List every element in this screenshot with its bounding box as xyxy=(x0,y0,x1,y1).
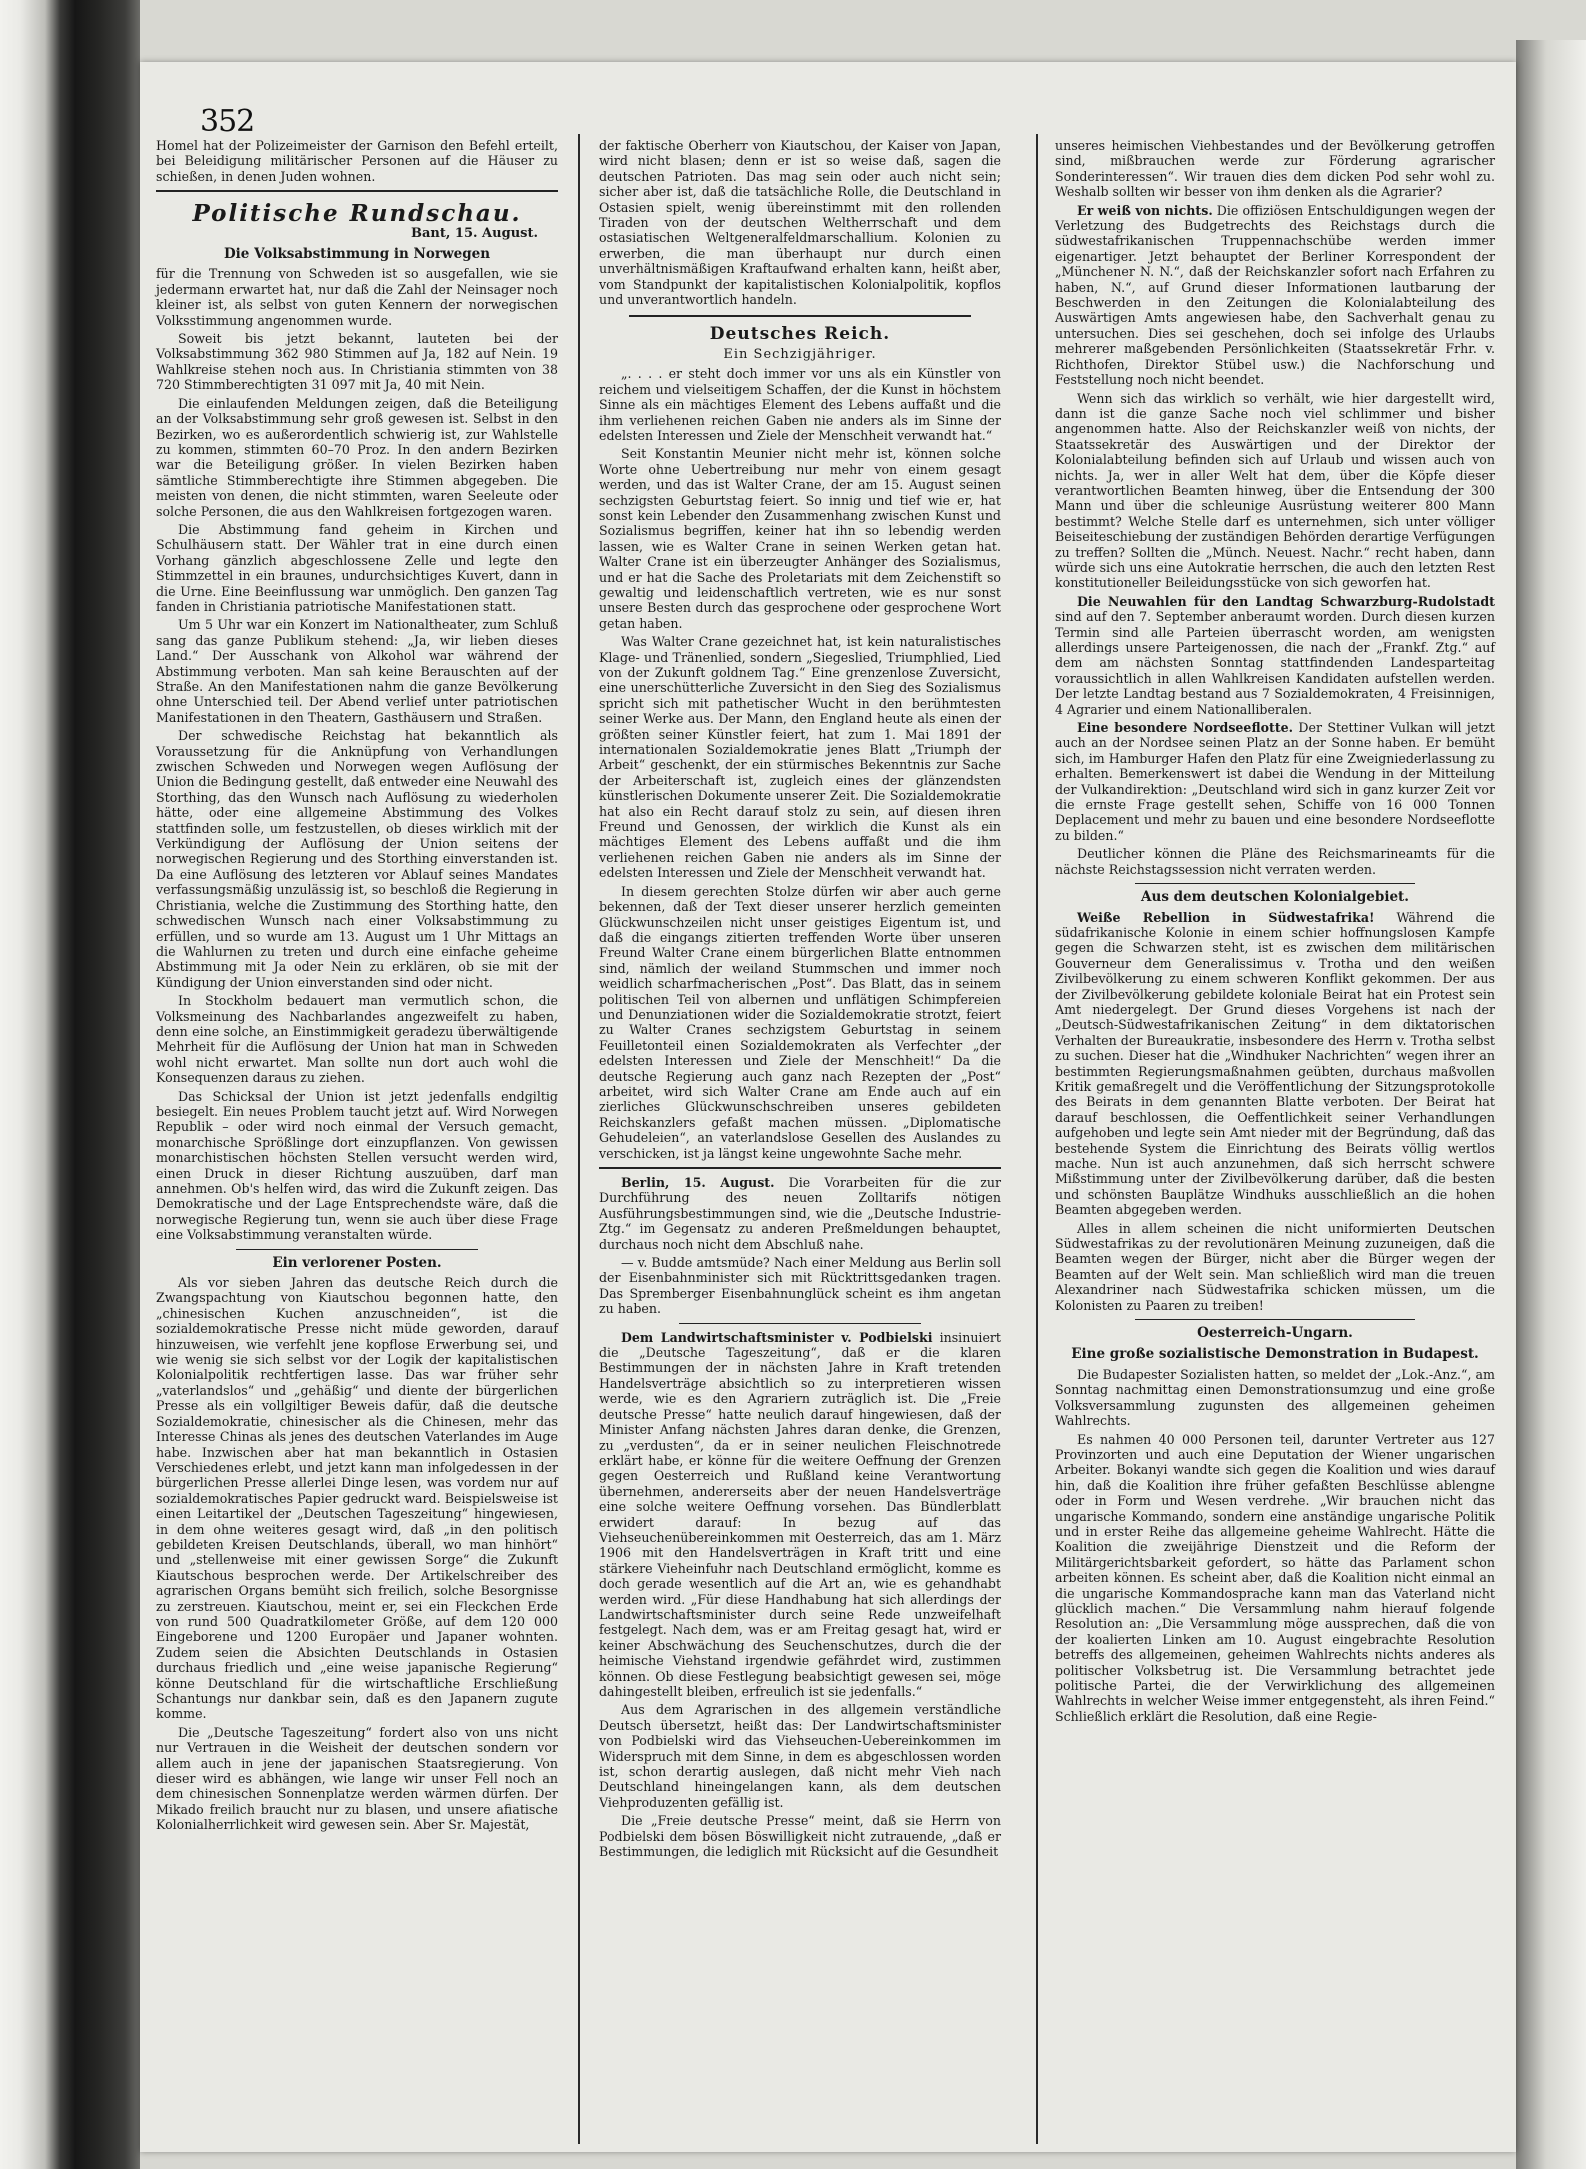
paragraph: Die „Freie deutsche Presse“ meint, daß sie Herrn von Podbielski dem bösen Böswilligkeit nicht zutrauende, „daß er Bestimmungen, die lediglich mit Rücksicht auf die Gesundheit xyxy=(599,1813,1001,1860)
paragraph: Die „Deutsche Tageszeitung“ fordert also von uns nicht nur Vertrauen in die Weisheit der deutschen sondern vor allem auch in jene der japanischen Staatsregierung. Von dieser wird es abhängen, wie lange wir unser Fell noch an dem chinesischen Sonnenplatze werden wärmen dürfen. Der Mikado freilich braucht nur zu blasen, und unsere afiatische Kolonialherrlichkeit wird gewesen sein. Aber Sr. Majestät, xyxy=(156,1724,558,1833)
paragraph: unseres heimischen Viehbestandes und der Bevölkerung getroffen sind, mißbrauchen werde zur Förderung agrarischer Sonderinteressen“. Wir trauen dies dem dicken Pod sehr wohl zu. Weshalb sollten wir besser von ihm denken als die Agrarier? xyxy=(1055,138,1495,200)
article-subheading: Ein Sechzigjähriger. xyxy=(723,346,877,362)
column-2 xyxy=(599,138,1001,1862)
page-edge xyxy=(1516,40,1586,2169)
newspaper-sheet xyxy=(140,62,1516,2152)
paragraph: Das Schicksal der Union ist jetzt jedenfalls endgiltig besiegelt. Ein neues Problem taucht jetzt auf. Wird Norwegen Republik – oder wird noch einmal der Versuch gemacht, monarchische Sprößlinge dort einzupflanzen. Von gewissen monarchistischen höchsten Stellen versucht werden wird, einen Druck in dieser Richtung auszuüben, darf man annehmen. Ob's helfen wird, das wird die Zukunft zeigen. Das Demokratische und der Lage Entsprechendste wäre, daß die norwegische Regierung tun, wenn sie auch über diese Frage eine Volksabstimmung veranstalten würde. xyxy=(156,1088,558,1243)
article-heading: Die Volksabstimmung in Norwegen xyxy=(223,246,491,263)
section-title: Deutsches Reich. xyxy=(709,324,891,345)
divider xyxy=(599,1167,1001,1169)
article-heading: Eine große sozialistische Demonstration in Budapest. xyxy=(1071,1346,1479,1363)
book-binding xyxy=(0,0,140,2169)
section-title: Oesterreich-Ungarn. xyxy=(1197,1325,1353,1342)
paragraph: insinuiert die „Deutsche Tageszeitung“, daß er die klaren Bestimmungen der in nächsten Jahre in Kraft tretenden Handelsverträge absichtlich so zu interpretieren wissen werde, wie es den Agrariern zuträglich ist. Die „Freie deutsche Presse“ hatte neulich darauf hingewiesen, daß der Minister Anfang nächsten Jahres daran denke, die Grenzen, zu „verdusten“, da er in seiner neulichen Fleischnotrede erklärt habe, er könne für die weitere Oeffnung der Grenzen gegen Oesterreich und Rußland keine Verantwortung übernehmen, andererseits aber der neuen Handelsverträge eine solche weitere Oeffnung vorsehen. Das Bündlerblatt erwidert darauf: In bezug auf das Viehseuchenübereinkommen mit Oesterreich, das am 1. März 1906 mit den Handelsverträgen in Kraft tritt und eine stärkere Vieheinfuhr nach Deutschland ermöglicht, komme es doch gerade wesentlich auf die Art an, wie es gehandhabt werden wird. „Für diese Handhabung hat sich allerdings der Landwirtschaftsminister durch seine Rede unzweifelhaft festgelegt. Nach dem, was er am Freitag gesagt hat, wird er keiner Abschwächung des Seuchenschutzes, durch die der heimische Viehstand irgendwie gefährdet wird, zustimmen können. Ob diese Festlegung beabsichtigt gewesen sei, möge dahingestellt bleiben, erfreulich ist sie jedenfalls.“ xyxy=(599,1329,1001,1699)
paragraph: Homel hat der Polizeimeister der Garnison den Befehl erteilt, bei Beleidigung militärischer Personen auf die Häuser zu schießen, in denen Juden wohnen. xyxy=(156,138,558,184)
paragraph: — v. Budde amtsmüde? Nach einer Meldung aus Berlin soll der Eisenbahnminister sich mit Rücktrittsgedanken tragen. Das Spremberger Eisenbahnunglück scheint es ihm angetan zu haben. xyxy=(599,1255,1001,1317)
divider xyxy=(629,315,971,317)
paragraph: Als vor sieben Jahren das deutsche Reich durch die Zwangspachtung von Kiautschou begonnen hatte, den „chinesischen Kuchen anzuschneiden“, ist die sozialdemokratische Presse nicht müde geworden, darauf hinzuweisen, wie verfehlt jene kopflose Erwerbung sei, und wie wenig sie sich selbst vor der Logik der kapitalistischen Kolonialpolitik rechtfertigen lasse. Das war früher sehr „vaterlandslos“ und „gehäßig“ und diente der bürgerlichen Presse als ein vollgiltiger Beweis dafür, daß die deutsche Sozialdemokratie, chinesischer als die Chinesen, mehr das Interesse Chinas als jenes des deutschen Vaterlandes im Auge habe. Inzwischen aber hat man bekanntlich in Ostasien Verschiedenes erlebt, und jetzt kann man infolgedessen in der bürgerlichen Presse allerlei Dinge lesen, was vordem nur auf sozialdemokratisches Papier gedruckt ward. Beispielsweise ist einen Leitartikel der „Deutschen Tageszeitung“ hingewiesen, in dem ohne weiteres gesagt wird, daß „in den politisch gebildeten Kreisen Deutschlands, überall, wo man hinhört“ und „stellenweise mit einer gewissen Sorge“ die Zukunft Kiautschous besprochen werde. Der Artikelschreiber des agrarischen Organs bemüht sich freilich, solche Besorgnisse zu zerstreuen. Kiautschou, meint er, sei ein Fleckchen Erde von rund 500 Quadratkilometer Größe, auf dem 120 000 Eingeborene und 1200 Europäer und Japaner wohnten. Zudem seien die Absichten Deutschlands in Ostasien durchaus friedlich und „eine weise japanische Regierung“ könne Deutschland für die wirtschaftliche Erschließung Schantungs nur dankbar sein, daß es den Japanern zugute komme. xyxy=(156,1275,558,1722)
column-rule xyxy=(578,134,580,2144)
dateline: Bant, 15. August. xyxy=(411,225,538,241)
paragraph: Deutlicher können die Pläne des Reichsmarineamts für die nächste Reichstagssession nicht verraten werden. xyxy=(1055,846,1495,877)
divider xyxy=(679,1323,921,1324)
divider xyxy=(1135,1319,1415,1320)
paragraph: Die Vorarbeiten für die zur Durchführung des neuen Zolltarifs nötigen Ausführungsbestimmungen sind, wie die „Deutsche Industrie-Ztg.“ im Gegensatz zu anderen Preßmeldungen behauptet, durchaus noch nicht dem Abschluß nahe. xyxy=(599,1175,1001,1252)
divider xyxy=(236,1249,478,1250)
paragraph: In diesem gerechten Stolze dürfen wir aber auch gerne bekennen, daß der Text dieser unserer herzlich gemeinten Glückwunschzeilen nicht unser geistiges Eigentum ist, und daß die eingangs zitierten treffenden Worte über unseren Freund Walter Crane einem bürgerlichen Blatte entnommen sind, nämlich der weiland Stummschen und immer noch weidlich scharfmacherischen „Post“. Das Blatt, das in seinem politischen Teil von albernen und unflätigen Schimpfereien und Denunziationen wider die Sozialdemokratie strotzt, feiert zu Walter Cranes sechzigstem Geburtstag in seinem Feuilletonteil einen Sozialdemokraten als Verfechter „der edelsten Interessen und Ziele der Menschheit!“ Da die deutsche Regierung auch ganz nach Rezepten der „Post“ arbeitet, wird sich Walter Crane am Ende auch auf ein zierliches Glückwunschschreiben unseres gebildeten Reichskanzlers gefaßt machen müssen. „Diplomatische Gehudeleien“, an vaterlandslose Gesellen des Auslandes zu verschicken, ist ja längst keine ungewohnte Sache mehr. xyxy=(599,883,1001,1161)
column-1 xyxy=(156,138,558,1836)
paragraph: Um 5 Uhr war ein Konzert im Nationaltheater, zum Schluß sang das ganze Publikum stehend: „Ja, wir lieben dieses Land.“ Der Ausschank von Alkohol war während der Abstimmung verboten. Man sah keine Berauschten auf der Straße. An den Manifestationen nahm die ganze Bevölkerung ohne Unterschied teil. Der Abend verlief unter patriotischen Manifestationen in den Theatern, Gasthäusern und Straßen. xyxy=(156,617,558,725)
paragraph: sind auf den 7. September anberaumt worden. Durch diesen kurzen Termin sind alle Parteien überrascht worden, am wenigsten allerdings unsere Parteigenossen, die nach der „Frankf. Ztg.“ auf dem am nächsten Sonntag stattfindenden Landesparteitag voraussichtlich in allen Wahlkreisen Kandidaten aufstellen werden. Der letzte Landtag bestand aus 7 Sozialdemokraten, 4 Freisinnigen, 4 Agrarier und einem Nationalliberalen. xyxy=(1055,609,1495,717)
paragraph: Die offiziösen Entschuldigungen wegen der Verletzung des Budgetrechts des Reichstags durch die südwestafrikanischen Truppennachschübe werden immer eigenartiger. Jetzt behauptet der Berliner Korrespondent der „Münchener N. N.“, daß der Reichskanzler sofort nach Erfahren zu haben, N.“, auf Grund dieser Informationen lautbarung der Beschwerden in den Zeitungen die Kolonialabteilung des Auswärtigen Amts angewiesen habe, den Sachverhalt genau zu untersuchen. Dies sei geschehen, doch sei infolge des Urlaubs mehrerer maßgebenden Persönlichkeiten (Staatssekretär Frhr. v. Richthofen, Direktor Stübel usw.) die Nachforschung und Feststellung noch nicht beendet. xyxy=(1055,202,1495,388)
page-number: 352 xyxy=(200,104,255,139)
article-heading: Dem Landwirtschaftsminister v. Podbielski xyxy=(621,1329,933,1345)
paragraph: für die Trennung von Schweden ist so ausgefallen, wie sie jedermann erwartet hat, nur daß die Zahl der Neinsager noch kleiner ist, als selbst von guten Kennern der norwegischen Volksstimmung angenommen wurde. xyxy=(156,266,558,328)
column-rule xyxy=(1036,134,1038,2144)
paragraph: Alles in allem scheinen die nicht uniformierten Deutschen Südwestafrikas zu der revolutionären Meinung zuzuneigen, daß die Beamten wegen der Bürger, nicht aber die Bürger wegen der Beamten auf der Welt sein. Man schließlich wird man die treuen Alexandriner nach Südwestafrika schicken müssen, um die Kolonisten zu Paaren zu treiben! xyxy=(1055,1220,1495,1313)
paragraph: Wenn sich das wirklich so verhält, wie hier dargestellt wird, dann ist die ganze Sache noch viel schlimmer und bisher angenommen hatte. Also der Reichskanzler weiß von nichts, der Staatssekretär des Auswärtigen und der Direktor der Kolonialabteilung befinden sich auf Urlaub und wissen auch von nichts. Ja, wer in aller Welt hat dem, über die Köpfe dieser verantwortlichen Beamten hinweg, über die Entsendung der 300 Mann und über die schleunige Ausrüstung weiterer 800 Mann bestimmt? Welche Stelle darf es unternehmen, sich unter völliger Beiseiteschiebung der zuständigen Behörden derartige Verfügungen zu treffen? Sollten die „Münch. Neuest. Nachr.“ recht haben, dann würde sich uns eine Autokratie herrschen, die auch den letzten Rest konstitutioneller Beileidungsstücke von sich geworfen hat. xyxy=(1055,390,1495,591)
paragraph: Der Stettiner Vulkan will jetzt auch an der Nordsee seinen Platz an der Sonne haben. Er bemüht sich, im Hamburger Hafen den Platz für eine Zweigniederlassung zu erhalten. Bemerkenswert ist dabei die Wendung in der Mitteilung der Vulkandirektion: „Deutschland wird sich in ganz kurzer Zeit vor die ernste Frage gestellt sehen, Schiffe von 16 000 Tonnen Deplacement und mehr zu bauen und eine besondere Nordseeflotte zu bilden.“ xyxy=(1055,720,1495,843)
paragraph: der faktische Oberherr von Kiautschou, der Kaiser von Japan, wird nicht blasen; denn er ist so weise daß, sagen die deutschen Patrioten. Das mag sein oder auch nicht sein; sicher aber ist, daß die tatsächliche Rolle, die Deutschland in Ostasien spielt, wenig übereinstimmt mit den rollenden Tiraden von der deutschen Weltherrschaft und dem ostasiatischen Weltgeneralfeldmarschallium. Kolonien zu erwerben, die man überhaupt nur durch einen unverhältnismäßigen Kraftaufwand erhalten kann, heißt aber, vom Standpunkt der kapitalistischen Kolonialpolitik, kopflos und unverantwortlich handeln. xyxy=(599,138,1001,308)
paragraph: Aus dem Agrarischen in des allgemein verständliche Deutsch übersetzt, heißt das: Der Landwirtschaftsminister von Podbielski wird das Viehseuchen-Uebereinkommen im Widerspruch mit dem Sinne, in dem es abgeschlossen worden ist, schon derartig auslegen, daß nicht mehr Vieh nach Deutschland hineingelangen kann, als dem deutschen Viehproduzenten gefällig ist. xyxy=(599,1702,1001,1810)
paragraph: In Stockholm bedauert man vermutlich schon, die Volksmeinung des Nachbarlandes angezweifelt zu haben, denn eine solche, an Einstimmigkeit geradezu überwältigende Mehrheit für die Auflösung der Union hat man in Schweden wohl nicht erwartet. Man sollte nun dort auch wohl die Konsequenzen daraus zu ziehen. xyxy=(156,993,558,1086)
section-title: Aus dem deutschen Kolonialgebiet. xyxy=(1141,889,1409,906)
divider xyxy=(1135,883,1415,884)
divider xyxy=(156,190,558,192)
paragraph: Der schwedische Reichstag hat bekanntlich als Voraussetzung für die Anknüpfung von Verhandlungen zwischen Schweden und Norwegen wegen Auflösung der Union die Bedingung gestellt, daß entweder eine Neuwahl des Storthing, das den Wunsch nach Auflösung zu wiederholen hätte, oder eine allgemeine Abstimmung des Volkes stattfinden solle, um festzustellen, ob dieses wirklich mit der Verkündigung der Auflösung der Union seitens der norwegischen Regierung und des Storthing einverstanden ist. Da eine Auflösung des letzteren vor Ablauf seines Mandates verfassungsmäßig unzulässig ist, so beschloß die Regierung in Christiania, welche die Zustimmung des Storthing hatte, den schwedischen Wunsch nach einer Volksabstimmung zu erfüllen, und so wurde am 13. August um 1 Uhr Mittags an die Wahlurnen zu treten und durch eine einfache geheime Abstimmung mit Ja oder Nein zu erklären, ob sie mit der Kündigung der Union einverstanden sind oder nicht. xyxy=(156,728,558,990)
paragraph: Die einlaufenden Meldungen zeigen, daß die Beteiligung an der Volksabstimmung sehr groß gewesen ist. Selbst in den Bezirken, wo es außerordentlich schwierig ist, zur Wahlstelle zu kommen, stimmten 60–70 Proz. In den andern Bezirken war die Beteiligung größer. In vielen Bezirken haben sämtliche Stimmberechtigte ihre Stimmen abgegeben. Die meisten von denen, die nicht stimmten, waren Seeleute oder solche Personen, die aus den Wahlkreisen fortgezogen waren. xyxy=(156,395,558,519)
column-3 xyxy=(1055,138,1495,1727)
paragraph: Was Walter Crane gezeichnet hat, ist kein naturalistisches Klage- und Tränenlied, sondern „Siegeslied, Triumphlied, Lied von der Zukunft goldnem Tag.“ Eine grenzenlose Zuversicht, eine unerschütterliche Zuversicht in den Sieg des Sozialismus spricht sich mit pathetischer Wucht in den berühmtesten seiner Werke aus. Der Mann, den England heute als einen der größten seiner Künstler feiert, hat zum 1. Mai 1891 der internationalen Sozialdemokratie jenes Blatt „Triumph der Arbeit“ geschenkt, der ein stürmisches Bekenntnis zur Sache der Arbeiterschaft ist, zugleich eines der glänzendsten künstlerischen Dokumente unserer Zeit. Die Sozialdemokratie hat also ein Recht darauf stolz zu sein, auf diesen ihren Freund und Genossen, der wirklich die Kunst als ein mächtiges Element des Lebens auffaßt und die ihm verliehenen reichen Gaben nie anders als im Sinne der edelsten Interessen und Ziele der Menschheit verwandt hat. xyxy=(599,634,1001,881)
paragraph: Soweit bis jetzt bekannt, lauteten bei der Volksabstimmung 362 980 Stimmen auf Ja, 182 auf Nein. 19 Wahlkreise stehen noch aus. In Christiania stimmten von 38 720 Stimmberechtigten 31 097 mit Ja, 40 mit Nein. xyxy=(156,331,558,393)
paragraph: Die Abstimmung fand geheim in Kirchen und Schulhäusern statt. Der Wähler trat in eine durch einen Vorhang gänzlich abgeschlossene Zelle und legte den Stimmzettel in ein braunes, undurchsichtiges Kuvert, dann in die Urne. Eine Beeinflussung war unmöglich. Den ganzen Tag fanden in Christiania patriotische Manifestationen statt. xyxy=(156,521,558,614)
dateline: Berlin, 15. August. xyxy=(621,1175,775,1190)
paragraph: Die Budapester Sozialisten hatten, so meldet der „Lok.-Anz.“, am Sonntag nachmittag einen Demonstrationsumzug und eine große Volksversammlung zugunsten des allgemeinen geheimen Wahlrechts. xyxy=(1055,1366,1495,1429)
paragraph: Es nahmen 40 000 Personen teil, darunter Vertreter aus 127 Provinzorten und auch eine Deputation der Wiener ungarischen Arbeiter. Bokanyi wandte sich gegen die Koalition und wies darauf hin, daß die Koalition ihre früher gefaßten Beschlüsse ablengne oder in Form und Wesen verdrehe. „Wir brauchen nicht das ungarische Kommando, sondern eine anständige ungarische Politik und in erster Reihe das allgemeine geheime Wahlrecht. Hätte die Koalition die zweijährige Dienstzeit und die Reform der Militärgerichtsbarkeit gefordert, so hätte das Parlament schon arbeiten können. Es scheint aber, daß die Koalition nicht einmal an die ungarische Kommandosprache kann man das Vaterland nicht glücklich machen.“ Die Versammlung nahm hierauf folgende Resolution an: „Die Versammlung möge aussprechen, daß die von der koalierten Linken am 10. August eingebrachte Resolution betreffs des allgemeinen, geheimen Wahlrechts nichts anderes als politischer Volksbetrug ist. Die Versammlung betrachtet jede politische Partei, die der Verwirklichung des allgemeinen Wahlrechts in welcher Weise immer entgegensteht, als ihren Feind.“ Schließlich erklärt die Resolution, daß eine Regie- xyxy=(1055,1431,1495,1724)
paragraph: Während die südafrikanische Kolonie in einem schier hoffnungslosen Kampfe gegen die Schwarzen steht, ist es zwischen dem militärischen Gouverneur dem Generalissimus v. Trotha und den weißen Zivilbevölkerung zu einem schweren Konflikt gekommen. Der aus der Zivilbevölkerung gebildete koloniale Beirat hat ein Protest sein Amt niedergelegt. Der Grund dieses Vorgehens ist nach der „Deutsch-Südwestafrikanischen Zeitung“ in dem diktatorischen Verhalten der Bureaukratie, insbesondere des Herrn v. Trotha selbst zu suchen. Dieser hat die „Windhuker Nachrichten“ wegen ihrer an bestimmten Regierungsmaßnahmen geübten, durchaus maßvollen Kritik gemaßregelt und die Veröffentlichung der Sitzungsprotokolle des Beirats in dem genannten Blatte verboten. Der Beirat hat darauf beschlossen, die Oeffentlichkeit seiner Verhandlungen aufgehoben und legte sein Amt nieder mit der Begründung, daß das bestehende System die Einrichtung des Beirats völlig wertlos mache. Nun ist auch anzunehmen, daß sich herrscht schwere Mißstimmung unter der Zivilbevölkerung darüber, daß die besten und schönsten Bauplätze Windhuks ausschließlich an die hohen Beamten abgegeben werden. xyxy=(1055,909,1495,1218)
section-title: Politische Rundschau. xyxy=(192,200,522,228)
paragraph: Seit Konstantin Meunier nicht mehr ist, können solche Worte ohne Uebertreibung nur mehr von einem gesagt werden, und das ist Walter Crane, der am 15. August seinen sechzigsten Geburtstag feiert. So innig und tief wie er, hat sonst kein Lebender den Zusammenhang zwischen Kunst und Sozialismus begriffen, keiner hat ihn so lebendig werden lassen, wie es Walter Crane in seinen Werken getan hat. Walter Crane ist ein überzeugter Anhänger des Sozialismus, und er hat die Sache des Proletariats mit dem Zeichenstift so gewaltig und leidenschaftlich vertreten, wie es nur sonst unsere Besten durch das gesprochene oder gesprochene Wort getan haben. xyxy=(599,446,1001,631)
article-heading: Eine besondere Nordseeflotte. xyxy=(1077,720,1294,736)
paragraph: „. . . . er steht doch immer vor uns als ein Künstler von reichem und vielseitigem Schaffen, der die Kunst in höchstem Sinne als ein mächtiges Element des Lebens auffaßt und die ihm verliehenen reichen Gaben nie anders als im Sinne der edelsten Interessen und Ziele der Menschheit verwandt hat.“ xyxy=(599,366,1001,443)
article-heading: Die Neuwahlen für den Landtag Schwarzburg-Rudolstadt xyxy=(1077,593,1495,609)
article-heading: Er weiß von nichts. xyxy=(1077,202,1213,218)
article-heading: Ein verlorener Posten. xyxy=(272,1254,442,1271)
article-heading: Weiße Rebellion in Südwestafrika! xyxy=(1077,909,1375,925)
